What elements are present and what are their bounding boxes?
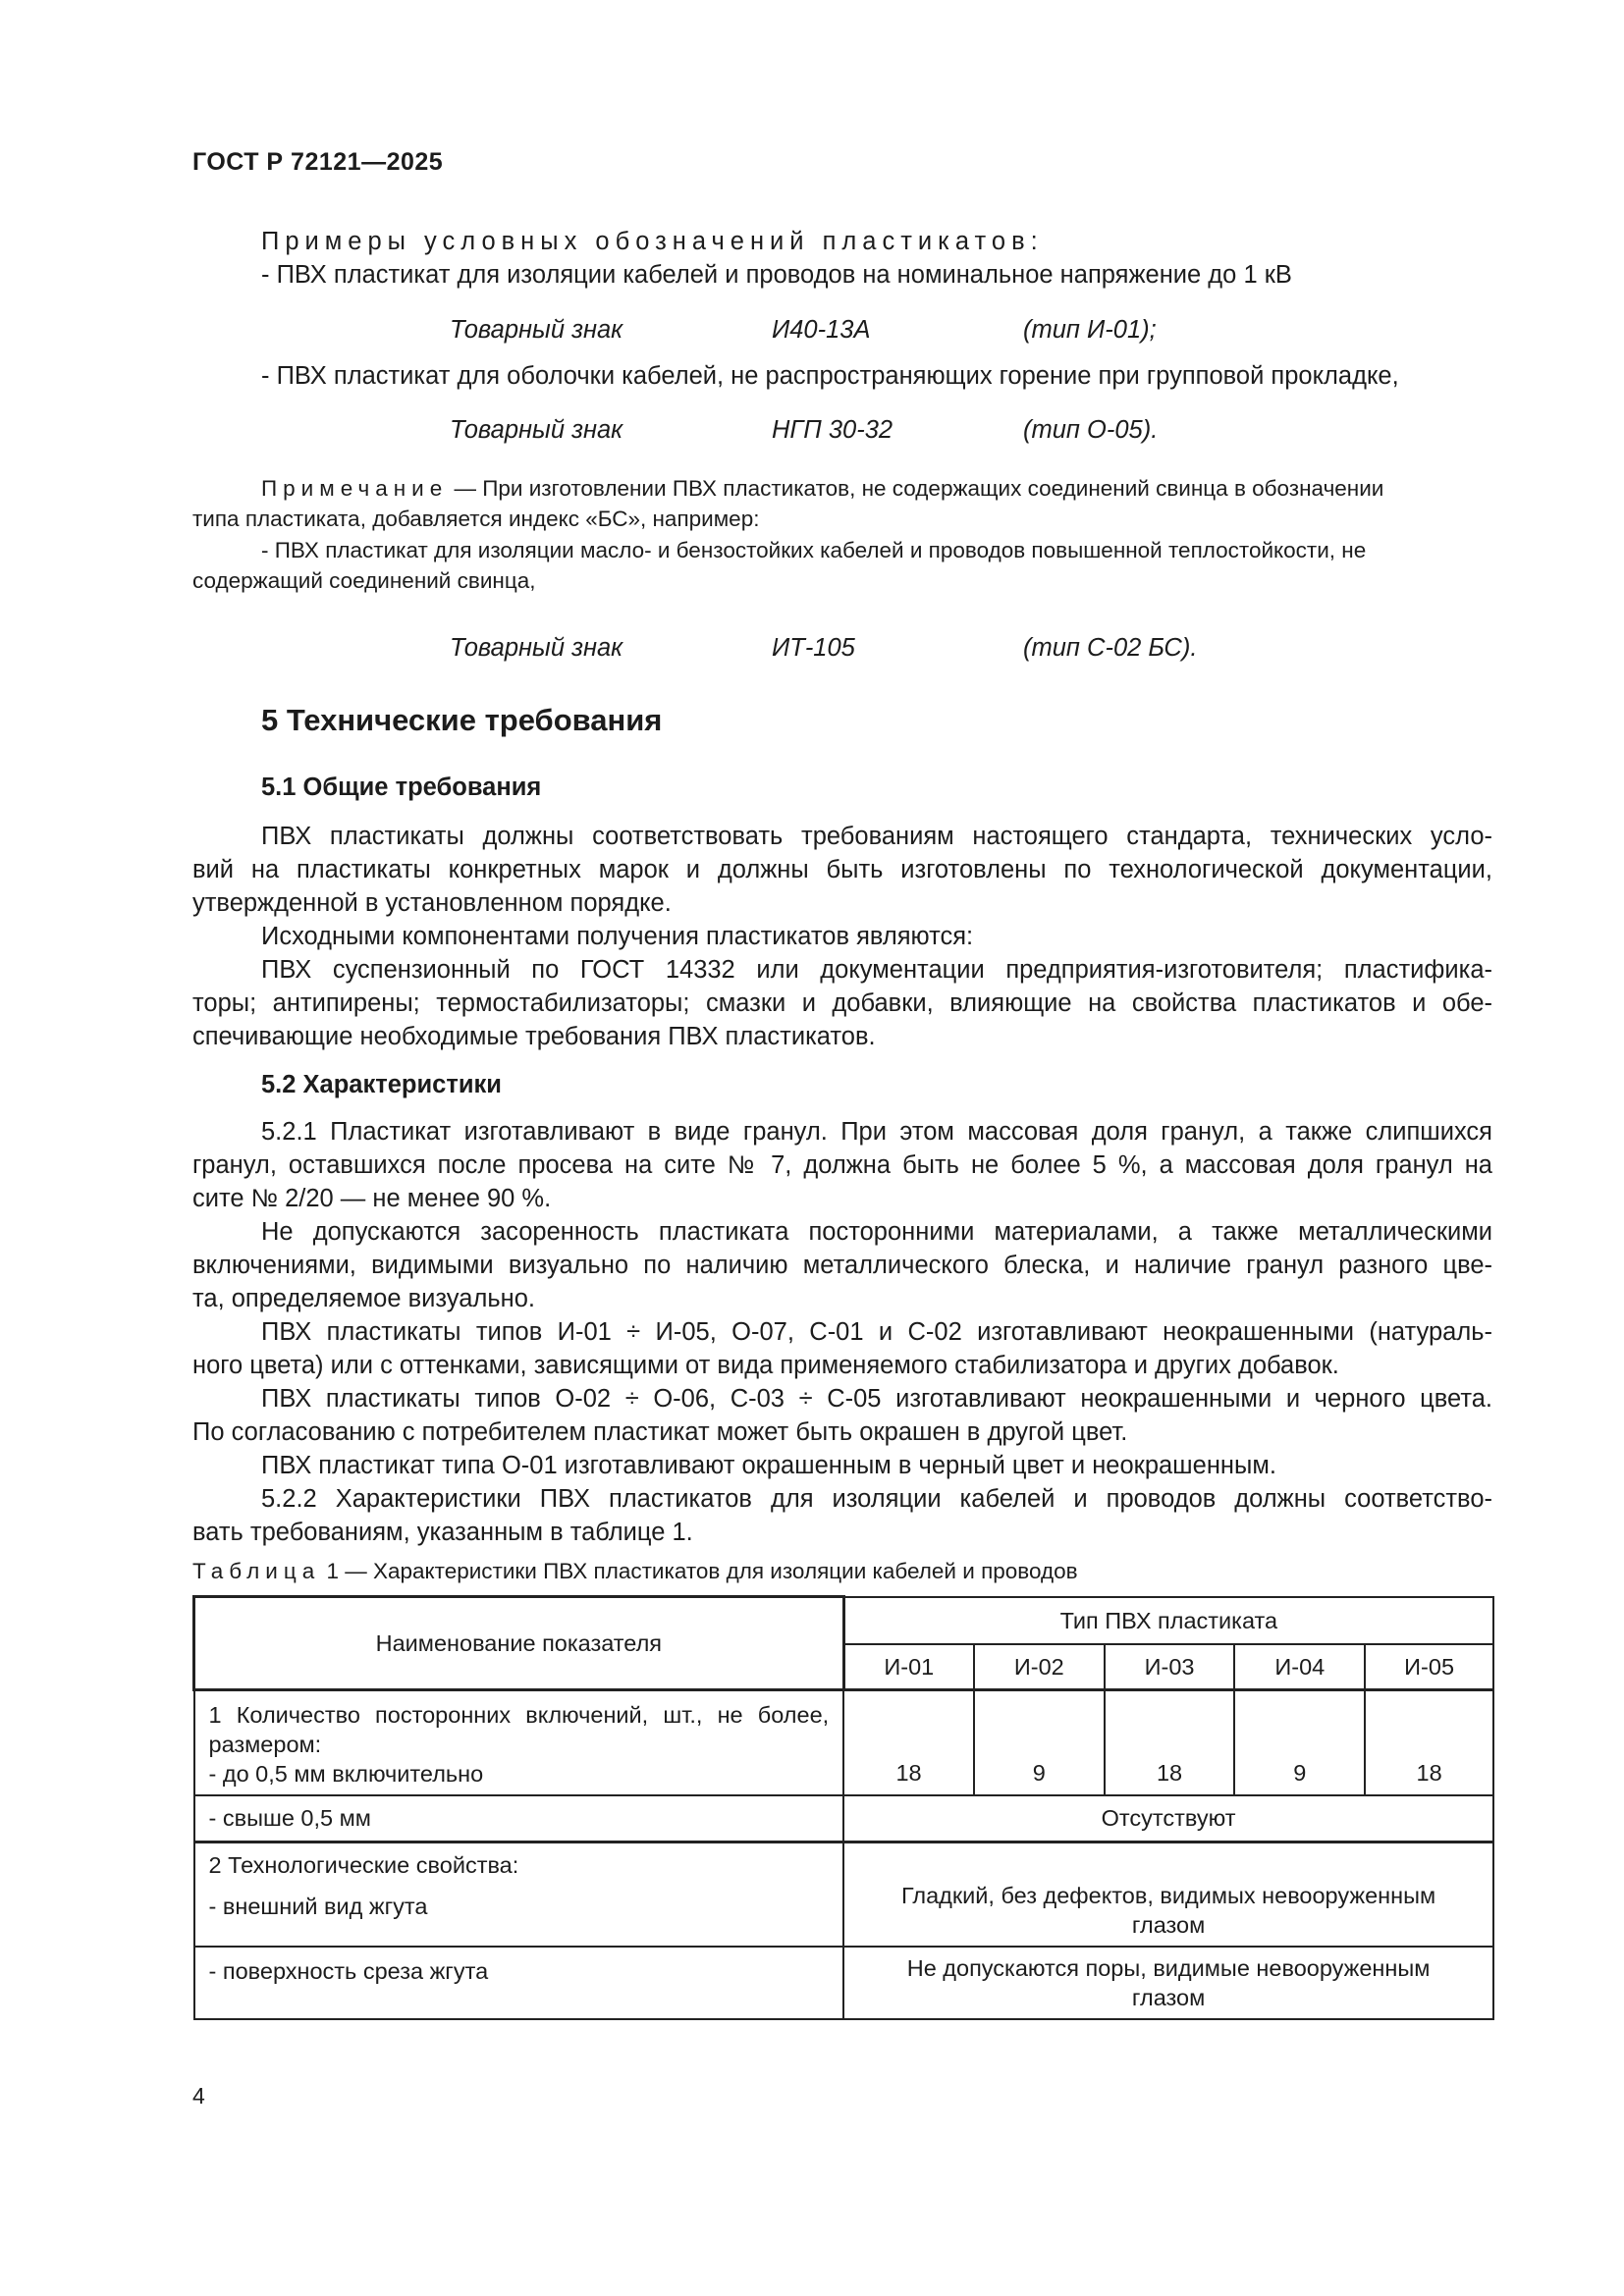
text-line: 5.2.1 Пластикат изготавливают в виде гранул. При этом массовая доля гранул, а также слипшихся: [261, 1118, 1492, 1146]
text-line: спечивающие необходимые требования ПВХ пластикатов.: [192, 1023, 876, 1050]
table-cell-merged-value: Отсутствуют: [843, 1795, 1493, 1842]
examples-title: Примеры условных обозначений пластикатов:: [261, 228, 1044, 255]
table-cell-value: 18: [843, 1690, 974, 1795]
section-5-2-1-paragraph-3: [192, 1315, 1492, 1382]
section-5-1-title: 5.1 Общие требования: [261, 774, 542, 801]
text-line: гранул, оставшихся после просева на сите № 7, должна быть не более 5 %, а массовая доля гранул на: [192, 1151, 1492, 1179]
table-header-type: И-03: [1105, 1644, 1235, 1690]
table-1: [192, 1595, 1494, 2020]
note-line-3: - ПВХ пластикат для изоляции масло- и бензостойких кабелей и проводов повышенной теплостойкости, не: [261, 538, 1367, 562]
text-line: вий на пластикаты конкретных марок и должны быть изготовлены по технологической документации,: [192, 856, 1492, 883]
table-cell-value: 9: [974, 1690, 1105, 1795]
table-caption-label: Таблица: [192, 1559, 321, 1583]
row-subitem: - до 0,5 мм включительно: [208, 1761, 484, 1787]
note-example-trademark: Товарный знак: [450, 634, 623, 662]
table-row-1-label: [194, 1690, 844, 1795]
example2-type: (тип О-05).: [1023, 416, 1159, 444]
table-cell-merged-value: Гладкий, без дефектов, видимых невооруженным глазом: [843, 1842, 1493, 1947]
example1-trademark: Товарный знак: [450, 316, 623, 344]
text-line: Исходными компонентами получения пластикатов являются:: [261, 923, 974, 950]
text-line: Не допускаются засоренность пластиката посторонними материалами, а также металлическими: [261, 1218, 1492, 1246]
row-title: 2 Технологические свойства:: [208, 1852, 519, 1878]
row-title: 1 Количество посторонних включений, шт., не более, размером:: [208, 1702, 830, 1757]
table-row-2-sub-2: - поверхность среза жгута: [194, 1947, 844, 2019]
table-header-type: И-05: [1365, 1644, 1493, 1690]
table-header-indicator: Наименование показателя: [194, 1597, 844, 1690]
text-line: ПВХ пластикаты типов О-02 ÷ О-06, С-03 ÷ С-05 изготавливают неокрашенными и черного цвета.: [261, 1385, 1492, 1413]
section-5-1-paragraph-2: [192, 920, 1492, 953]
section-5-2-1-paragraph-1: [192, 1115, 1492, 1215]
example-item-2: - ПВХ пластикат для оболочки кабелей, не распространяющих горение при групповой прокладке,: [261, 362, 1399, 390]
text-line: 5.2.2 Характеристики ПВХ пластикатов для изоляции кабелей и проводов должны соответство-: [261, 1485, 1492, 1513]
page-number: 4: [192, 2083, 205, 2109]
table-cell-value: 18: [1365, 1690, 1493, 1795]
example2-trademark: Товарный знак: [450, 416, 623, 444]
text-line: ного цвета) или с оттенками, зависящими от вида применяемого стабилизатора и других добавок.: [192, 1352, 1339, 1379]
section-5-title: 5 Технические требования: [261, 703, 663, 737]
text-line: ПВХ пластикаты должны соответствовать требованиям настоящего стандарта, технических усло-: [261, 823, 1492, 850]
example2-grade: НГП 30-32: [772, 416, 893, 444]
table-caption-text: 1 — Характеристики ПВХ пластикатов для изоляции кабелей и проводов: [320, 1559, 1078, 1583]
table-cell-value: 9: [1234, 1690, 1365, 1795]
section-5-2-1-paragraph-4: [192, 1382, 1492, 1449]
example-item-1: - ПВХ пластикат для изоляции кабелей и проводов на номинальное напряжение до 1 кВ: [261, 261, 1292, 289]
note-label: Примечание: [261, 476, 449, 501]
section-5-1-paragraph-3: [192, 953, 1492, 1053]
text-line: вать требованиям, указанным в таблице 1.: [192, 1519, 693, 1546]
note-example-type: (тип С-02 БС).: [1023, 634, 1198, 662]
text-line: По согласованию с потребителем пластикат может быть окрашен в другой цвет.: [192, 1418, 1128, 1446]
text-line: сите № 2/20 — не менее 90 %.: [192, 1185, 552, 1212]
note-example-grade: ИТ-105: [772, 634, 855, 662]
table-header-type: И-04: [1234, 1644, 1365, 1690]
table-header-type: И-02: [974, 1644, 1105, 1690]
row-subitem: - внешний вид жгута: [208, 1894, 428, 1919]
section-5-1-paragraph-1: [192, 820, 1492, 920]
text-line: утвержденной в установленном порядке.: [192, 889, 672, 917]
text-line: та, определяемое визуально.: [192, 1285, 535, 1312]
note-line-4: содержащий соединений свинца,: [192, 568, 536, 593]
table-row-2-label: [194, 1842, 844, 1947]
section-5-2-1-paragraph-5: [192, 1449, 1492, 1482]
table-1-caption: [192, 1556, 1078, 1586]
section-5-2-1-paragraph-2: [192, 1215, 1492, 1315]
table-header-type: И-01: [843, 1644, 974, 1690]
example1-grade: И40-13А: [772, 316, 871, 344]
table-row-1-sub-2: - свыше 0,5 мм: [194, 1795, 844, 1842]
table-cell-value: 18: [1105, 1690, 1235, 1795]
section-5-2-2-paragraph-1: [192, 1482, 1492, 1549]
note-text-1: — При изготовлении ПВХ пластикатов, не содержащих соединений свинца в обозначении: [448, 476, 1384, 501]
note-line-2: типа пластиката, добавляется индекс «БС», например:: [192, 507, 760, 531]
table-header-type-group: Тип ПВХ пластиката: [843, 1597, 1493, 1644]
section-5-2-title: 5.2 Характеристики: [261, 1071, 502, 1098]
text-line: ПВХ суспензионный по ГОСТ 14332 или документации предприятия-изготовителя; пластифика-: [261, 956, 1492, 984]
document-code: ГОСТ Р 72121—2025: [192, 148, 444, 176]
table-cell-merged-value: Не допускаются поры, видимые невооруженным глазом: [843, 1947, 1493, 2019]
text-line: ПВХ пластикат типа О-01 изготавливают окрашенным в черный цвет и неокрашенным.: [261, 1452, 1276, 1479]
note-line-1: [261, 473, 1383, 504]
text-line: включениями, видимыми визуально по наличию металлического блеска, и наличие гранул разного цве-: [192, 1252, 1492, 1279]
example1-type: (тип И-01);: [1023, 316, 1157, 344]
text-line: торы; антипирены; термостабилизаторы; смазки и добавки, влияющие на свойства пластикатов и обе-: [192, 989, 1492, 1017]
text-line: ПВХ пластикаты типов И-01 ÷ И-05, О-07, С-01 и С-02 изготавливают неокрашенными (натураль-: [261, 1318, 1492, 1346]
